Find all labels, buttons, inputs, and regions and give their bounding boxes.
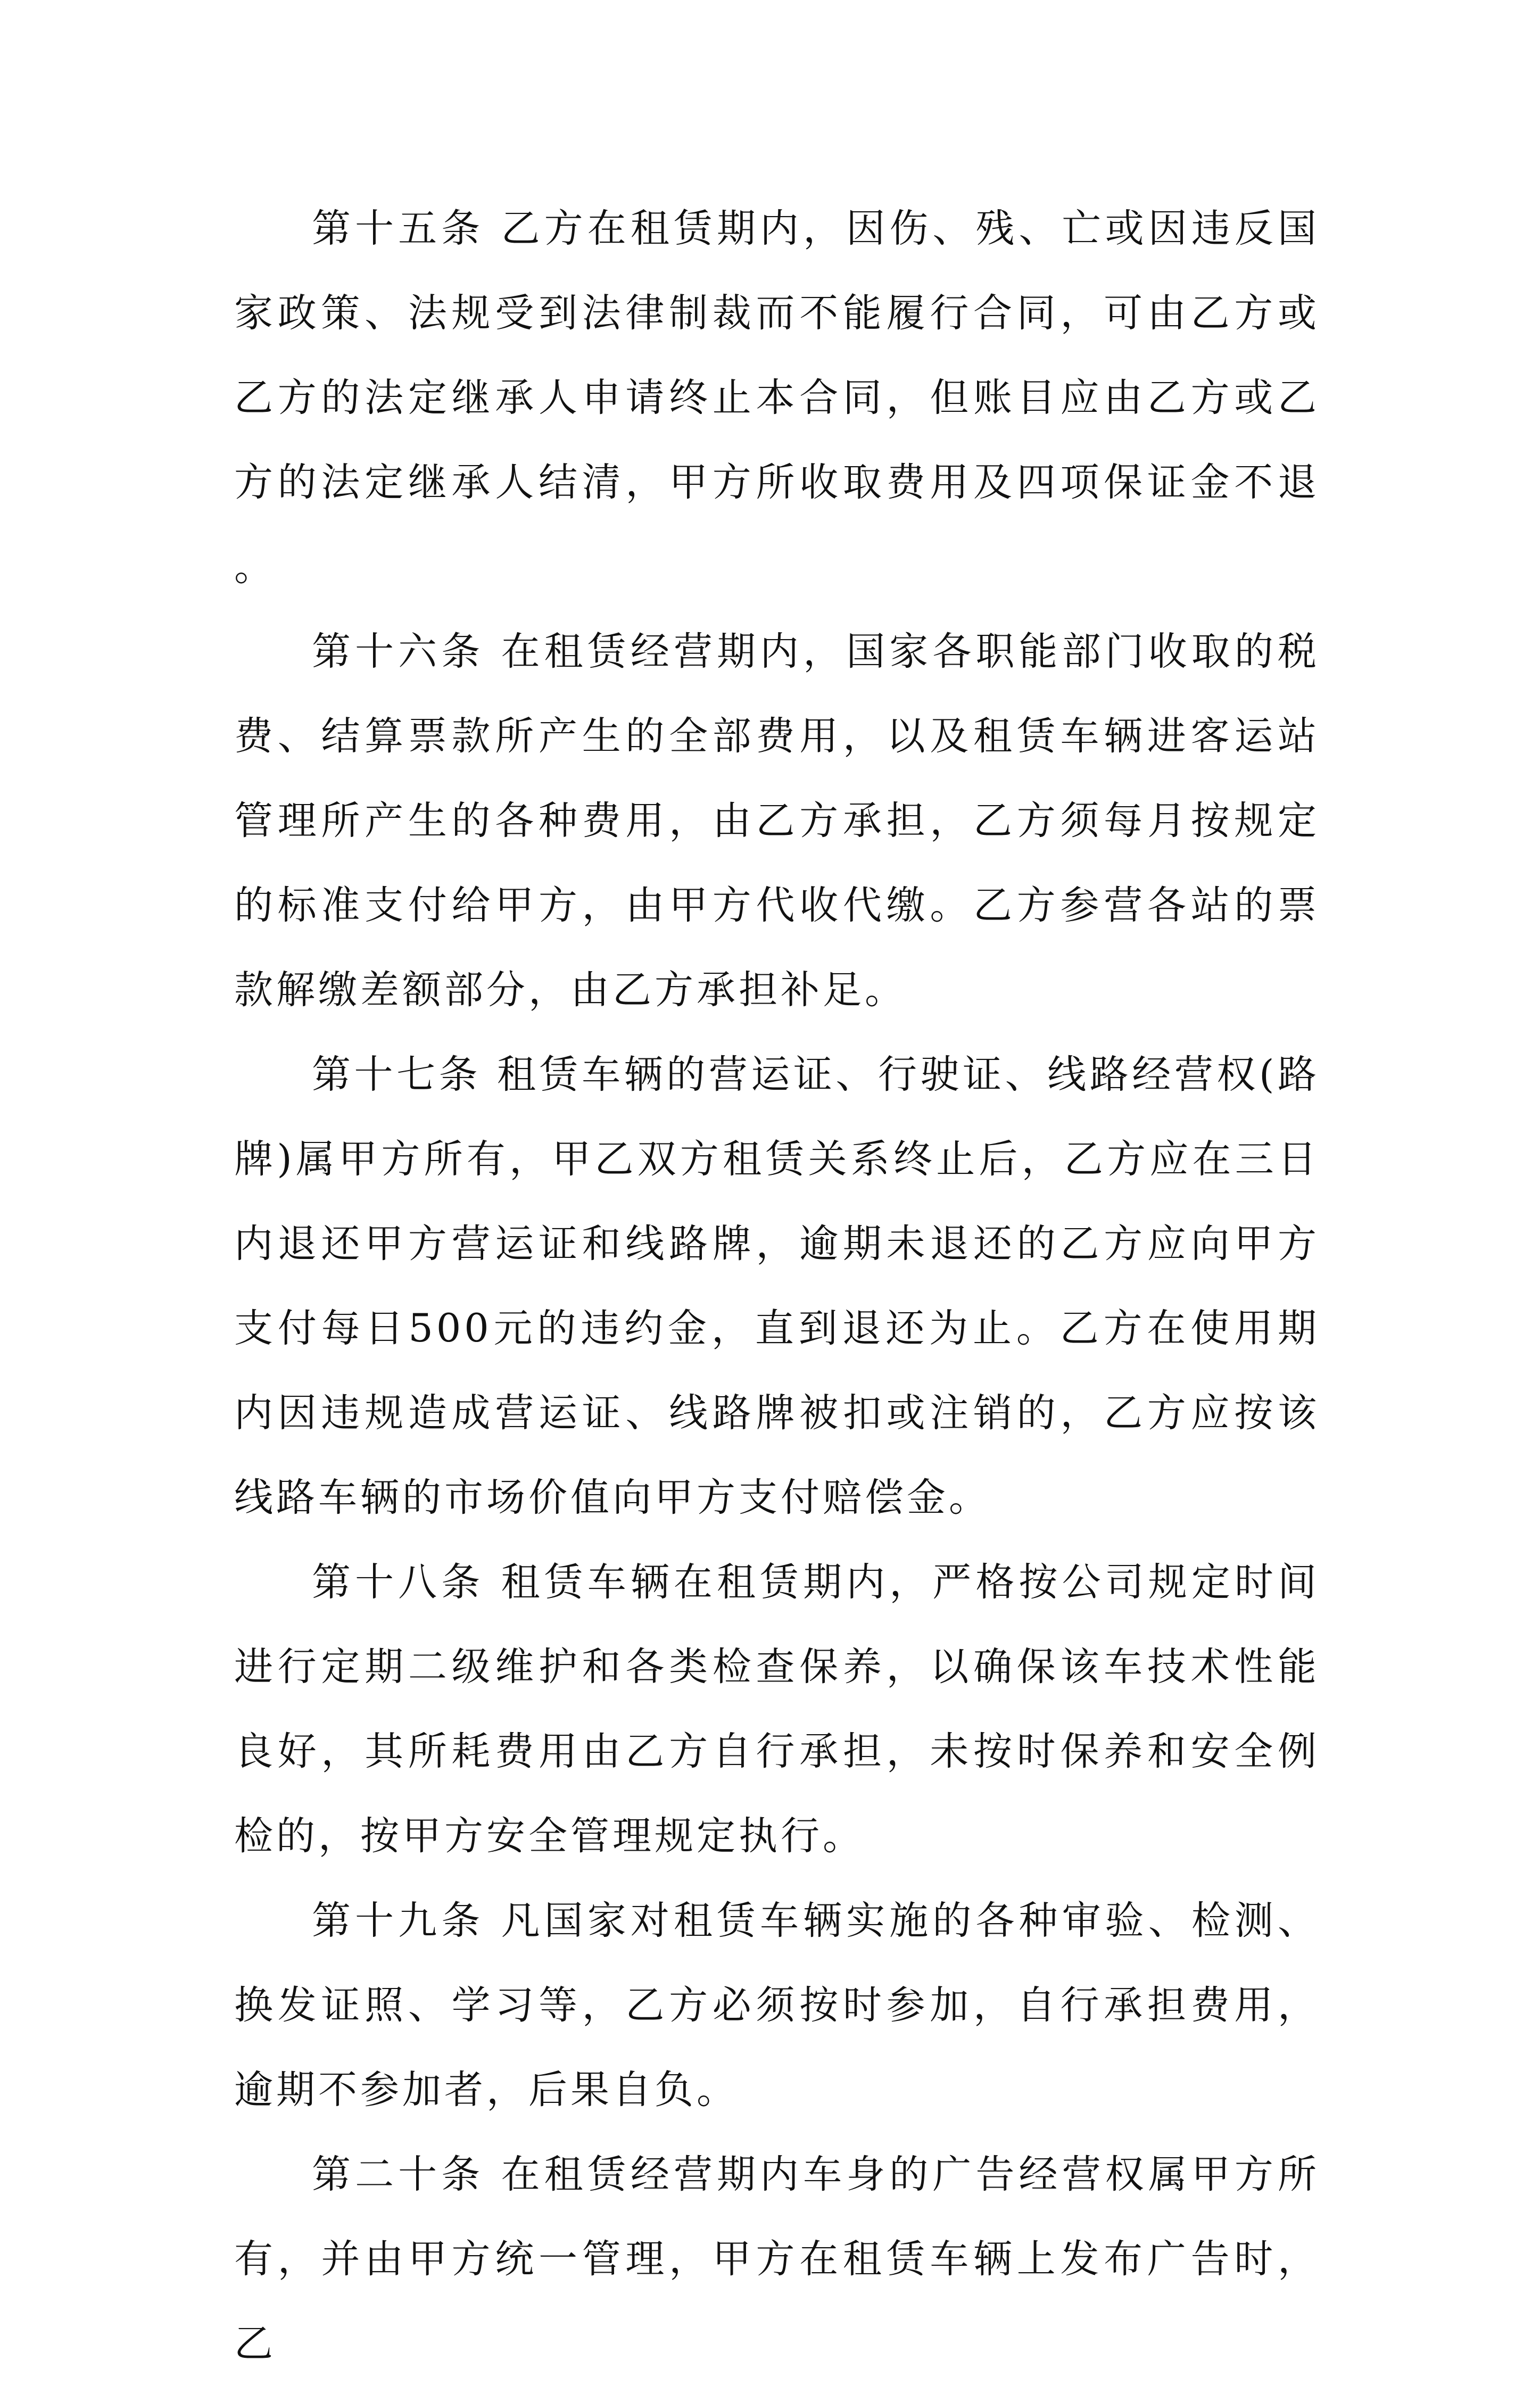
article-20-paragraph: 第二十条 在租赁经营期内车身的广告经营权属甲方所有，并由甲方统一管理，甲方在租赁车辆上发布广告时，乙 [234,2152,1320,2366]
article-19-paragraph: 第十九条 凡国家对租赁车辆实施的各种审验、检测、换发证照、学习等，乙方必须按时参加，自行承担费用，逾期不参加者，后果自负。 [234,1898,1320,2112]
article-17-paragraph: 第十七条 租赁车辆的营运证、行驶证、线路经营权(路牌)属甲方所有，甲乙双方租赁关系终止后，乙方应在三日内退还甲方营运证和线路牌，逾期未退还的乙方应向甲方支付每日500元的违约金，直到退还为止。乙方在使用期内因违规造成营运证、线路牌被扣或注销的，乙方应按该线路车辆的市场价值向甲方支付赔偿金。 [234,1052,1320,1520]
article-15-paragraph: 第十五条 乙方在租赁期内，因伤、残、亡或因违反国家政策、法规受到法律制裁而不能履行合同，可由乙方或乙方的法定继承人申请终止本合同，但账目应由乙方或乙方的法定继承人结清，甲方所收取费用及四项保证金不退。 [234,206,1320,590]
document-body [234,186,1320,2386]
article-18-paragraph: 第十八条 租赁车辆在租赁期内，严格按公司规定时间进行定期二级维护和各类检查保养，以确保该车技术性能良好，其所耗费用由乙方自行承担，未按时保养和安全例检的，按甲方安全管理规定执行。 [234,1560,1320,1859]
article-16-paragraph: 第十六条 在租赁经营期内，国家各职能部门收取的税费、结算票款所产生的全部费用，以及租赁车辆进客运站管理所产生的各种费用，由乙方承担，乙方须每月按规定的标准支付给甲方，由甲方代收代缴。乙方参营各站的票款解缴差额部分，由乙方承担补足。 [234,629,1320,1013]
